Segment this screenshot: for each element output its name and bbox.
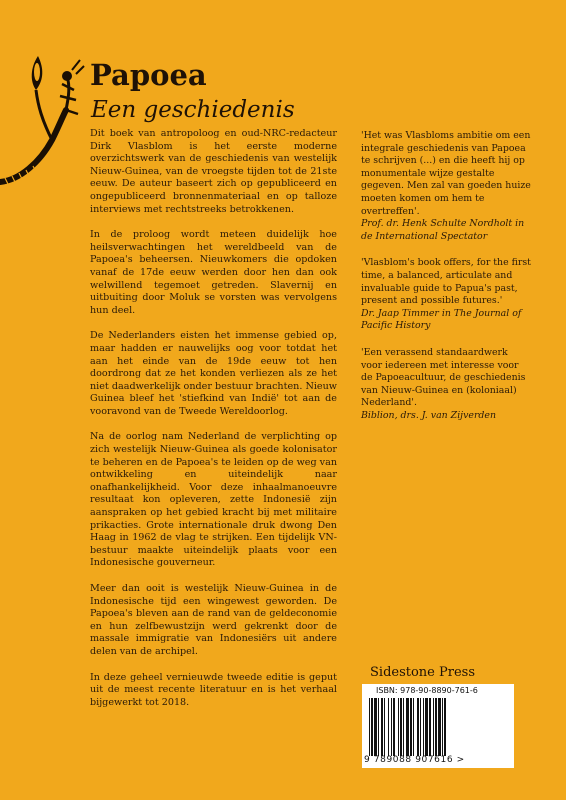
review-quote bbox=[361, 130, 531, 243]
barcode-bar bbox=[413, 698, 414, 756]
blurb-column bbox=[90, 128, 337, 722]
barcode-bar bbox=[398, 698, 399, 756]
barcode-bar bbox=[438, 698, 441, 756]
barcode-bar bbox=[371, 698, 373, 756]
barcode-bar bbox=[406, 698, 409, 756]
papuan-figure-illustration bbox=[0, 50, 90, 200]
blurb-paragraph: Meer dan ooit is westelijk Nieuw-Guinea in de Indonesische tijd een wingewest geworden. De Papoea's bleven aan de rand van de geldeconomie en hun zelfbewustzijn werd gekrenkt door de massale immigratie van Indonesiërs uit andere delen van de archipel. bbox=[90, 583, 337, 657]
review-quote bbox=[361, 257, 531, 333]
barcode-bar bbox=[403, 698, 404, 756]
barcode-bar bbox=[388, 698, 389, 756]
blurb-paragraph: In deze geheel vernieuwde tweede editie is geput uit de meest recente literatuur en is het verhaal bijgewerkt tot 2018. bbox=[90, 671, 337, 708]
barcode-bar bbox=[381, 698, 383, 756]
barcode-bar bbox=[417, 698, 419, 756]
barcode-bars bbox=[369, 698, 473, 756]
blurb-paragraph: Na de oorlog nam Nederland de verplichting op zich westelijk Nieuw-Guinea als goede kolonisator te beheren en de Papoea's te leiden op de weg van ontwikkeling en uiteindelijk naar onafhankelijkheid. Voor deze inhaalmanoeuvre resultaat kon opleveren, zette Indonesië zijn aanspraken op het gebied kracht bij met militaire prikacties. Grote internationale druk dwong Den Haag in 1962 de vlag te strijken. Een tijdelijk VN-bestuur maakte uiteindelijk plaats voor een Indonesische gouverneur. bbox=[90, 431, 337, 569]
barcode-bar bbox=[374, 698, 377, 756]
barcode-bar bbox=[391, 698, 392, 756]
barcode-bar bbox=[384, 698, 385, 756]
barcode-bar bbox=[435, 698, 437, 756]
barcode-bar bbox=[423, 698, 424, 756]
blurb-paragraph: De Nederlanders eisten het immense gebied op, maar hadden er nauwelijks oog voor totdat het aan het einde van de 19de eeuw tot hen doordrong dat ze het konden verliezen als ze het niet daadwerkelijk onder bestuur brachten. Nieuw Guinea bleef het 'stiefkind van Indië' tot aan de vooravond van de Tweede Wereldoorlog. bbox=[90, 330, 337, 417]
review-quotes-column bbox=[361, 130, 531, 436]
quote-source: Prof. dr. Henk Schulte Nordholt in de International Spectator bbox=[361, 218, 525, 242]
barcode-number: 9 789088 907616 > bbox=[364, 755, 465, 765]
barcode-bar bbox=[393, 698, 395, 756]
barcode-bar bbox=[420, 698, 421, 756]
blurb-paragraph: In de proloog wordt meteen duidelijk hoe heilsverwachtingen het wereldbeeld van de Papoea's beheersen. Nieuwkomers die opdoken vanaf de 17de eeuw werden door hen dan ook welwillend tegemoet getreden. Slavernij en uitbuiting door Moluk se vorsten was vervolgens hun deel. bbox=[90, 229, 337, 316]
barcode-bar bbox=[369, 698, 370, 756]
barcode-bar bbox=[425, 698, 428, 756]
barcode-bar bbox=[400, 698, 402, 756]
book-subtitle: Een geschiedenis bbox=[91, 97, 295, 123]
barcode-bar bbox=[433, 698, 434, 756]
barcode-bar bbox=[410, 698, 412, 756]
barcode-bar bbox=[442, 698, 443, 756]
quote-text: 'Vlasblom's book offers, for the first time, a balanced, articulate and invaluable guide to Papua's past, present and possible futures.' bbox=[361, 257, 531, 307]
quote-text: 'Het was Vlasbloms ambitie om een integrale geschiedenis van Papoea te schrijven (...) en die heeft hij op monumentale wijze gestalte gegeven. Men zal van goeden huize moeten komen om hem te overtreffen'. bbox=[361, 130, 531, 217]
barcode-bar bbox=[429, 698, 431, 756]
barcode-bar bbox=[378, 698, 379, 756]
isbn-label: ISBN: 978-90-8890-761-6 bbox=[376, 686, 478, 695]
blurb-paragraph: Dit boek van antropoloog en oud-NRC-redacteur Dirk Vlasblom is het eerste moderne overzichtswerk van de geschiedenis van westelijk Nieuw-Guinea, van de vroegste tijden tot de 21ste eeuw. De auteur baseert zich op gepubliceerd en ongepubliceerd bronnenmateriaal en op talloze interviews met rechtstreeks betrokkenen. bbox=[90, 128, 337, 215]
quote-source: Dr. Jaap Timmer in The Journal of Pacific History bbox=[361, 307, 522, 332]
quote-text: 'Een verassend standaardwerk voor iedereen met interesse voor de Papoeacultuur, de geschiedenis van Nieuw-Guinea en (koloniaal) Nederland'. bbox=[361, 346, 526, 409]
book-title: Papoea bbox=[90, 58, 207, 92]
review-quote bbox=[361, 347, 531, 423]
quote-source: Biblion, drs. J. van Zijverden bbox=[361, 409, 497, 421]
publisher-name: Sidestone Press bbox=[370, 665, 475, 680]
barcode-bar bbox=[444, 698, 446, 756]
